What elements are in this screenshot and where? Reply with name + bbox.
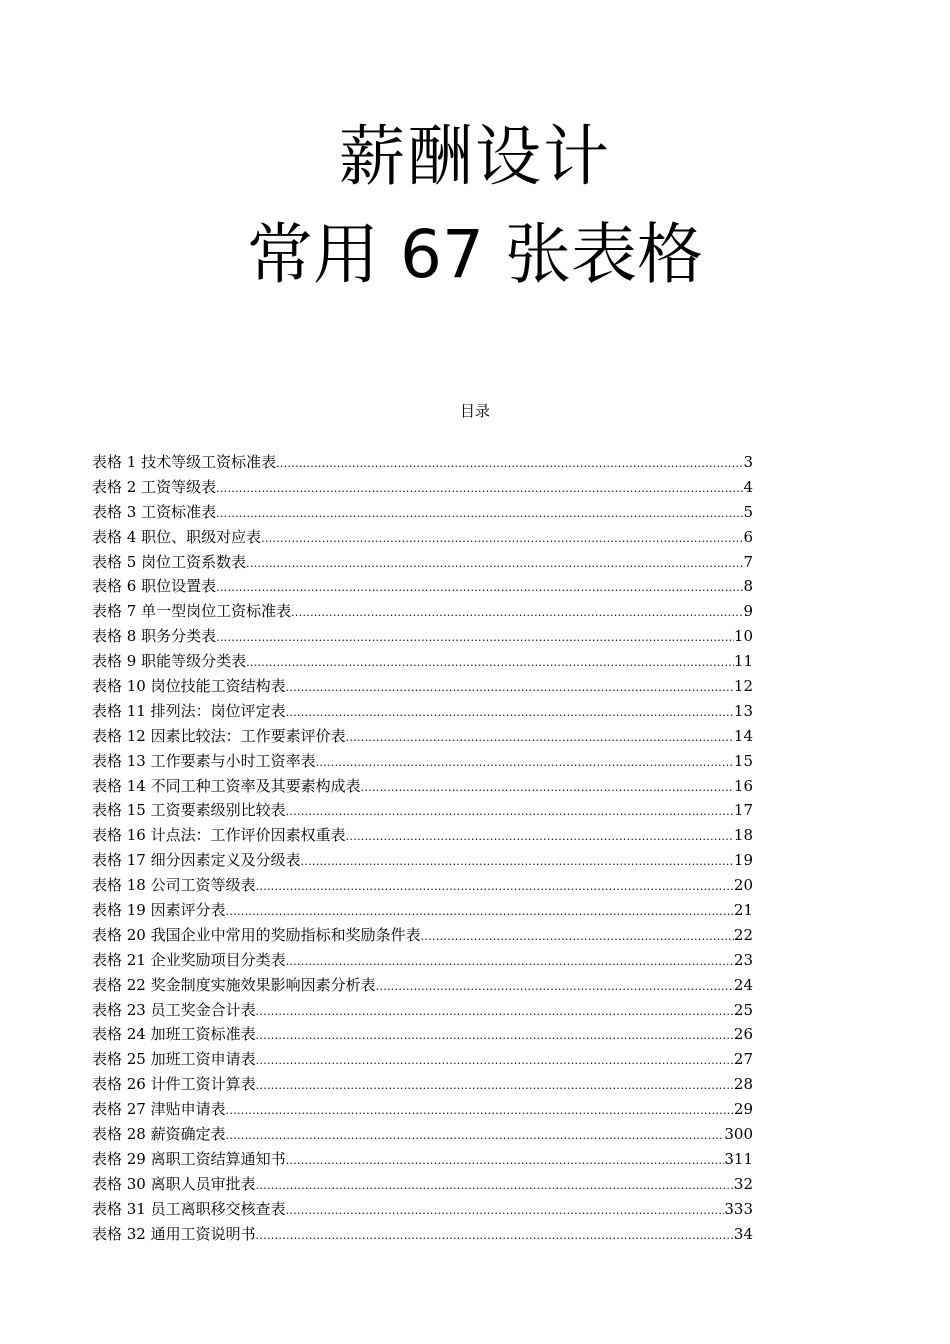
toc-entry[interactable] xyxy=(92,500,753,525)
toc-dot-leader xyxy=(256,875,734,900)
toc-entry[interactable] xyxy=(92,599,753,624)
toc-entry-label: 表格 1 技术等级工资标准表 xyxy=(92,453,277,471)
toc-entry[interactable] xyxy=(92,1172,753,1197)
toc-entry-page-number: 15 xyxy=(733,751,753,770)
toc-entry[interactable] xyxy=(92,1122,753,1147)
toc-entry-page-number: 11 xyxy=(733,652,753,671)
toc-entry-label: 表格 4 职位、职级对应表 xyxy=(92,527,262,546)
toc-entry-label: 表格 20 我国企业中常用的奖励指标和奖励条件表 xyxy=(92,925,421,944)
toc-entry[interactable] xyxy=(92,749,753,774)
toc-entry[interactable] xyxy=(92,923,753,948)
toc-dot-leader xyxy=(216,626,734,651)
toc-entry[interactable] xyxy=(92,1222,753,1247)
toc-entry[interactable] xyxy=(92,798,753,823)
toc-entry-label: 表格 6 职位设置表 xyxy=(92,577,217,596)
toc-entry[interactable] xyxy=(92,649,753,674)
toc-dot-leader xyxy=(376,975,734,1000)
toc-entry[interactable] xyxy=(92,574,753,599)
toc-entry-label: 表格 12 因素比较法：工作要素评价表 xyxy=(92,726,346,745)
toc-entry-page-number: 32 xyxy=(733,1174,753,1193)
toc-entry-label: 表格 27 津贴申请表 xyxy=(92,1100,226,1119)
toc-entry-page-number: 300 xyxy=(724,1125,753,1144)
toc-entry[interactable] xyxy=(92,674,753,699)
toc-entry-page-number: 311 xyxy=(724,1149,753,1168)
toc-entry-page-number: 29 xyxy=(733,1100,753,1119)
toc-entry-page-number: 23 xyxy=(733,950,753,969)
toc-dot-leader xyxy=(301,850,734,875)
toc-entry-page-number: 19 xyxy=(733,851,753,870)
toc-dot-leader xyxy=(286,1199,725,1224)
toc-entry-label: 表格 2 工资等级表 xyxy=(92,477,217,496)
toc-entry[interactable] xyxy=(92,699,753,724)
toc-entry-label: 表格 25 加班工资申请表 xyxy=(92,1050,256,1069)
toc-dot-leader xyxy=(216,502,743,527)
toc-entry-page-number: 6 xyxy=(743,527,753,546)
toc-entry-page-number: 17 xyxy=(733,801,753,820)
toc-entry-page-number: 7 xyxy=(743,552,753,571)
toc-entry-label: 表格 8 职务分类表 xyxy=(92,627,217,646)
toc-dot-leader xyxy=(226,1124,725,1149)
toc-entry-page-number: 333 xyxy=(724,1199,753,1218)
toc-entry[interactable] xyxy=(92,1097,753,1122)
toc-entry-label: 表格 21 企业奖励项目分类表 xyxy=(92,950,286,969)
toc-entry-page-number: 22 xyxy=(733,925,753,944)
toc-entry[interactable] xyxy=(92,624,753,649)
toc-dot-leader xyxy=(361,776,734,801)
toc-entry[interactable] xyxy=(92,1072,753,1097)
toc-dot-leader xyxy=(291,601,743,626)
toc-entry-label: 表格 31 员工离职移交核查表 xyxy=(92,1199,286,1218)
toc-entry[interactable] xyxy=(92,848,753,873)
toc-entry-page-number: 10 xyxy=(733,627,753,646)
toc-dot-leader xyxy=(286,1149,725,1174)
toc-entry-label: 表格 26 计件工资计算表 xyxy=(92,1075,256,1094)
toc-dot-leader xyxy=(256,1000,734,1025)
toc-dot-leader xyxy=(276,452,743,477)
toc-entry-page-number: 4 xyxy=(743,477,753,496)
toc-dot-leader xyxy=(421,925,734,950)
toc-entry-page-number: 5 xyxy=(743,502,753,521)
toc-dot-leader xyxy=(346,825,734,850)
toc-entry-page-number: 9 xyxy=(743,602,753,621)
toc-entry-page-number: 25 xyxy=(733,1000,753,1019)
toc-entry-label: 表格 3 工资标准表 xyxy=(92,502,217,521)
toc-entry-label: 表格 9 职能等级分类表 xyxy=(92,652,247,671)
toc-entry[interactable] xyxy=(92,774,753,799)
toc-entry-page-number: 16 xyxy=(733,776,753,795)
toc-entry-page-number: 26 xyxy=(733,1025,753,1044)
toc-entry-page-number: 20 xyxy=(733,876,753,895)
toc-entry-label: 表格 23 员工奖金合计表 xyxy=(92,1000,256,1019)
document-title-line2: 常用 67 张表格 xyxy=(247,216,703,293)
toc-entry-page-number: 28 xyxy=(733,1075,753,1094)
toc-dot-leader xyxy=(286,676,734,701)
toc-dot-leader xyxy=(226,900,734,925)
toc-entry-label: 表格 19 因素评分表 xyxy=(92,901,226,920)
toc-entry[interactable] xyxy=(92,525,753,550)
toc-entry[interactable] xyxy=(92,475,753,500)
toc-dot-leader xyxy=(261,527,743,552)
toc-entry-label: 表格 15 工资要素级别比较表 xyxy=(92,801,286,820)
toc-entry-page-number: 27 xyxy=(733,1050,753,1069)
toc-dot-leader xyxy=(256,1224,734,1249)
toc-dot-leader xyxy=(286,950,734,975)
toc-entry[interactable] xyxy=(92,1022,753,1047)
toc-entry-label: 表格 24 加班工资标准表 xyxy=(92,1025,256,1044)
toc-entry-label: 表格 17 细分因素定义及分级表 xyxy=(92,851,301,870)
toc-entry-page-number: 18 xyxy=(733,826,753,845)
toc-entry-label: 表格 30 离职人员审批表 xyxy=(92,1174,256,1193)
toc-dot-leader xyxy=(316,751,734,776)
toc-entry-page-number: 14 xyxy=(733,726,753,745)
toc-entry-label: 表格 16 计点法：工作评价因素权重表 xyxy=(92,826,346,845)
toc-dot-leader xyxy=(256,1049,734,1074)
toc-entry-page-number: 13 xyxy=(733,701,753,720)
toc-entry-label: 表格 10 岗位技能工资结构表 xyxy=(92,677,286,696)
toc-dot-leader xyxy=(216,477,743,502)
toc-entry-page-number: 12 xyxy=(733,677,753,696)
toc-entry-label: 表格 13 工作要素与小时工资率表 xyxy=(92,751,316,770)
toc-entry[interactable] xyxy=(92,724,753,749)
toc-entry-label: 表格 14 不同工种工资率及其要素构成表 xyxy=(92,776,361,795)
toc-dot-leader xyxy=(256,1024,734,1049)
toc-entry-label: 表格 29 离职工资结算通知书 xyxy=(92,1149,286,1168)
toc-dot-leader xyxy=(226,1099,734,1124)
toc-entry[interactable] xyxy=(92,998,753,1023)
toc-dot-leader xyxy=(256,1074,734,1099)
toc-entry[interactable] xyxy=(92,823,753,848)
toc-entry-page-number: 3 xyxy=(743,453,753,471)
toc-entry-label: 表格 11 排列法：岗位评定表 xyxy=(92,701,286,720)
toc-entry-label: 表格 32 通用工资说明书 xyxy=(92,1224,256,1243)
toc-entry-label: 表格 22 奖金制度实施效果影响因素分析表 xyxy=(92,975,376,994)
toc-dot-leader xyxy=(246,651,734,676)
toc-entry[interactable] xyxy=(92,450,753,475)
toc-entry-page-number: 34 xyxy=(733,1224,753,1243)
toc-entry-label: 表格 18 公司工资等级表 xyxy=(92,876,256,895)
toc-entry-label: 表格 7 单一型岗位工资标准表 xyxy=(92,602,292,621)
toc-entry-page-number: 24 xyxy=(733,975,753,994)
document-title-line1: 薪酬设计 xyxy=(339,118,611,195)
toc-entry[interactable] xyxy=(92,1047,753,1072)
toc-heading: 目录 xyxy=(459,402,490,420)
toc-dot-leader xyxy=(256,1174,734,1199)
toc-entry-page-number: 21 xyxy=(733,901,753,920)
toc-entry[interactable] xyxy=(92,948,753,973)
toc-entry-label: 表格 5 岗位工资系数表 xyxy=(92,552,247,571)
toc-dot-leader xyxy=(346,726,734,751)
toc-dot-leader xyxy=(286,701,734,726)
toc-entry[interactable] xyxy=(92,1147,753,1172)
toc-entry-page-number: 8 xyxy=(743,577,753,596)
table-of-contents xyxy=(92,450,753,1247)
toc-entry[interactable] xyxy=(92,873,753,898)
toc-entry-label: 表格 28 薪资确定表 xyxy=(92,1125,226,1144)
toc-entry[interactable] xyxy=(92,973,753,998)
toc-dot-leader xyxy=(286,800,734,825)
toc-entry[interactable] xyxy=(92,550,753,575)
toc-dot-leader xyxy=(216,576,743,601)
toc-entry[interactable] xyxy=(92,1197,753,1222)
toc-dot-leader xyxy=(246,552,743,577)
toc-entry[interactable] xyxy=(92,898,753,923)
